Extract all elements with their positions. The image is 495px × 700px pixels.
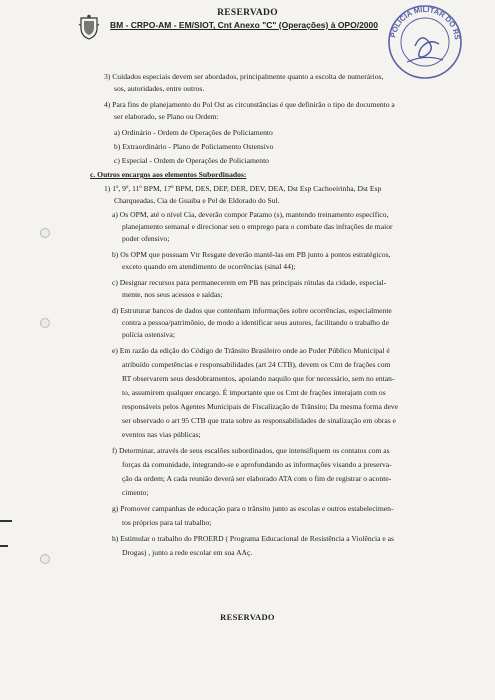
punch-hole: [40, 554, 50, 564]
official-stamp-icon: [385, 2, 465, 82]
text-line: responsáveis pelos Agentes Municipais de Fiscalização de Trânsito; Da mesma forma deve: [122, 402, 399, 411]
text-line: ser observado o art 95 CTB que trata sobre as responsabilidades de sinalização em obras e: [122, 416, 396, 425]
text-line: cimento;: [122, 488, 149, 497]
text-line: b) Extraordinário - Plano de Policiamento Ostensivo: [114, 142, 274, 151]
text-line: a) Ordinário - Ordem de Operações de Policiamento: [114, 128, 273, 137]
text-line: poder ofensivo;: [122, 234, 170, 243]
text-line: ção da ordem; A cada reunião deverá ser elaborado ATA com o fim de registrar o aconte-: [122, 474, 392, 483]
header-classification: RESERVADO: [217, 8, 278, 18]
text-line: sos, autoridades, entre outros.: [114, 84, 205, 93]
text-line: 1) 1º, 9º, 11º BPM, 17º BPM, DES, DEP, DER, DEV, DEA, Dst Esp Cachoeirinha, Dst Esp: [104, 184, 382, 193]
footer-classification: RESERVADO: [220, 612, 275, 622]
text-line: ser elaborado, se Plano ou Ordem:: [114, 112, 219, 121]
text-line: e) Em razão da edição do Código de Trânsito Brasileiro onde ao Poder Público Municipal é: [112, 346, 390, 355]
text-line: to, assumirem qualquer encargo. É importante que os Cmt de frações interajam com os: [122, 388, 386, 397]
text-line: c) Especial - Ordem de Operações de Policiamento: [114, 156, 269, 165]
text-line: contra a pessoa/patrimônio, de modo a identificar seus autores, facilitando o trabalho de: [122, 318, 389, 327]
text-line: exceto quando em atendimento de ocorrências (sinal 44);: [122, 262, 296, 271]
text-line: 3) Cuidados especiais devem ser abordados, principalmente quanto a escolta de numerários,: [104, 72, 384, 81]
text-line: polícia ostensiva;: [122, 330, 175, 339]
text-line: a) Os OPM, até o nível Cia, deverão compor Patamo (s), mantendo treinamento específico,: [112, 210, 389, 219]
scan-edge-mark: [0, 545, 8, 547]
text-line: 4) Para fins de planejamento do Pol Ost as circunstâncias é que definirão o tipo de documento a: [104, 100, 395, 109]
document-reference: BM - CRPO-AM - EM/SIOT, Cnt Anexo "C" (Operações) à OPO/2000: [110, 20, 378, 30]
text-line: d) Estruturar bancos de dados que contenham informações sobre ocorrências, especialmente: [112, 306, 392, 315]
text-line: planejamento semanal e direcionar seu o emprego para o combate das infrações de maior: [122, 222, 393, 231]
text-line: h) Estimular o trabalho do PROERD ( Programa Educacional de Resistência a Violência e as: [112, 534, 394, 543]
scan-edge-mark: [0, 520, 12, 522]
section-heading: c. Outros encargos aos elementos Subordinados:: [90, 170, 247, 179]
text-line: mente, nos seus acessos e saídas;: [122, 290, 223, 299]
punch-hole: [40, 228, 50, 238]
text-line: Drogas) , junto a rede escolar em sua AAç.: [122, 548, 253, 557]
text-line: g) Promover campanhas de educação para o trânsito junto as escolas e outros estabelecimen-: [112, 504, 394, 513]
text-line: tos próprios para tal trabalho;: [122, 518, 212, 527]
text-line: b) Os OPM que possuam Vtr Resgate deverão mantê-las em PB junto a pontos estratégicos,: [112, 250, 391, 259]
text-line: eventos nas vias públicas;: [122, 430, 201, 439]
text-line: f) Determinar, através de seus escalões subordinados, que intensifiquem os contatos com as: [112, 446, 390, 455]
text-line: forças da comunidade, integrando-se e aprofundando as informações visando a preserva-: [122, 460, 392, 469]
text-line: c) Designar recursos para permanecerem em PB nas principais rótulas da cidade, especial-: [112, 278, 387, 287]
punch-hole: [40, 318, 50, 328]
text-line: Charqueadas, Cia de Guaiba e Pel de Eldorado do Sul.: [114, 196, 280, 205]
text-line: atribuído competências e responsabilidades (art 24 CTB), devem os Cmt de frações com: [122, 360, 391, 369]
text-line: RT observarem seus desdobramentos, apoiando naquilo que for necessário, sem no entan-: [122, 374, 395, 383]
svg-text:POLÍCIA MILITAR DO RS: POLÍCIA MILITAR DO RS: [388, 4, 462, 41]
